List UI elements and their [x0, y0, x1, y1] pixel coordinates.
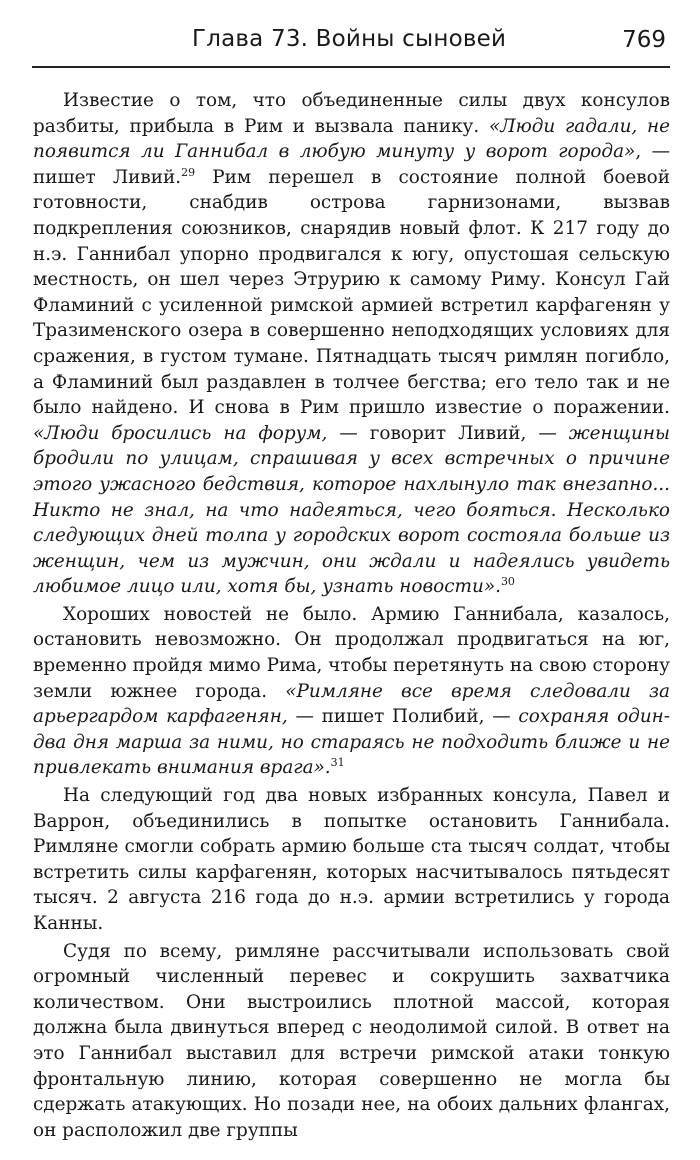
footnote-marker: 29 [181, 165, 196, 179]
paragraph-text: Судя по всему, римляне рассчитывали использовать свой огромный численный перевес и сокрушить захватчика количеством. Они выстроились плотной массой, которая должна была двинуться вперед с неодолимой силой. В ответ на это Ганнибал выставил для встречи римской атаки тонкую фронтальную линию, которая совершенно не могла бы сдержать атакующих. Но позади нее, на обоих дальних флангах, он расположил две группы [33, 940, 670, 1141]
paragraph-text: , — пишет Ливий. [33, 141, 670, 188]
paragraph-text: — пишет Полибий, — [295, 706, 519, 728]
paragraph [33, 939, 670, 1144]
paragraph-text: — говорит Ливий, — [339, 422, 569, 444]
quotation-text: «Римляне все время следовали за арьергардом карфагенян, [33, 680, 670, 728]
paragraph [33, 602, 670, 781]
page-number: 769 [622, 27, 666, 53]
paragraph-text: На следующий год два новых избранных консула, Павел и Варрон, объединились в попытке остановить Ганнибала. Римляне смогли собрать армию больше ста тысяч солдат, чтобы встретить силы карфагенян, которых насчитывалось пятьдесят тысяч. 2 августа 216 года до н.э. армии встретились у города Канны. [33, 785, 670, 934]
paragraph-text: Известие о том, что объединенные силы двух консулов разбиты, прибыла в Рим и вызвала панику. [33, 90, 670, 137]
body-text [33, 88, 670, 1143]
paragraph [33, 783, 670, 937]
running-header [32, 22, 670, 68]
paragraph-text: Хороших новостей не было. Армию Ганнибала, казалось, остановить невозможно. Он продолжал продвигаться на юг, временно пройдя мимо Рима, чтобы перетянуть на свою сторону земли южнее города. [33, 603, 670, 702]
footnote-marker: 30 [500, 575, 515, 589]
quotation-text: женщины бродили по улицам, спрашивая у всех встречных о причине этого ужасного бедствия, которое нахлынуло так внезапно... Никто не знал, на что надеяться, чего бояться. Несколько следующих дней толпа у городских ворот состояла больше из женщин, чем из мужчин, они ждали и надеялись увидеть любимое лицо или, хотя бы, узнать новости». [33, 422, 670, 598]
paragraph [33, 88, 670, 600]
quotation-text: сохраняя один-два дня марша за ними, но стараясь не подходить ближе и не привлекать внимания врага». [33, 706, 670, 779]
quotation-text: «Люди бросились на форум, [33, 422, 340, 444]
chapter-title: Глава 73. Войны сыновей [192, 26, 507, 52]
paragraph-text: Рим перешел в состояние полной боевой готовности, снабдив острова гарнизонами, вызвав подкрепления союзников, снарядив новый флот. К 217 году до н.э. Ганнибал упорно продвигался к югу, опустошая сельскую местность, он шел через Этрурию к самому Риму. Консул Гай Фламиний с усиленной римской армией встретил карфагенян у Тразименского озера в совершенно неподходящих условиях для сражения, в густом тумане. Пятнадцать тысяч римлян погибло, а Фламиний был раздавлен в толчее бегства; его тело так и не было найдено. И снова в Рим пришло известие о поражении. [33, 166, 670, 419]
quotation-text: «Люди гадали, не появится ли Ганнибал в любую минуту у ворот города» [33, 115, 670, 163]
footnote-marker: 31 [330, 756, 345, 770]
